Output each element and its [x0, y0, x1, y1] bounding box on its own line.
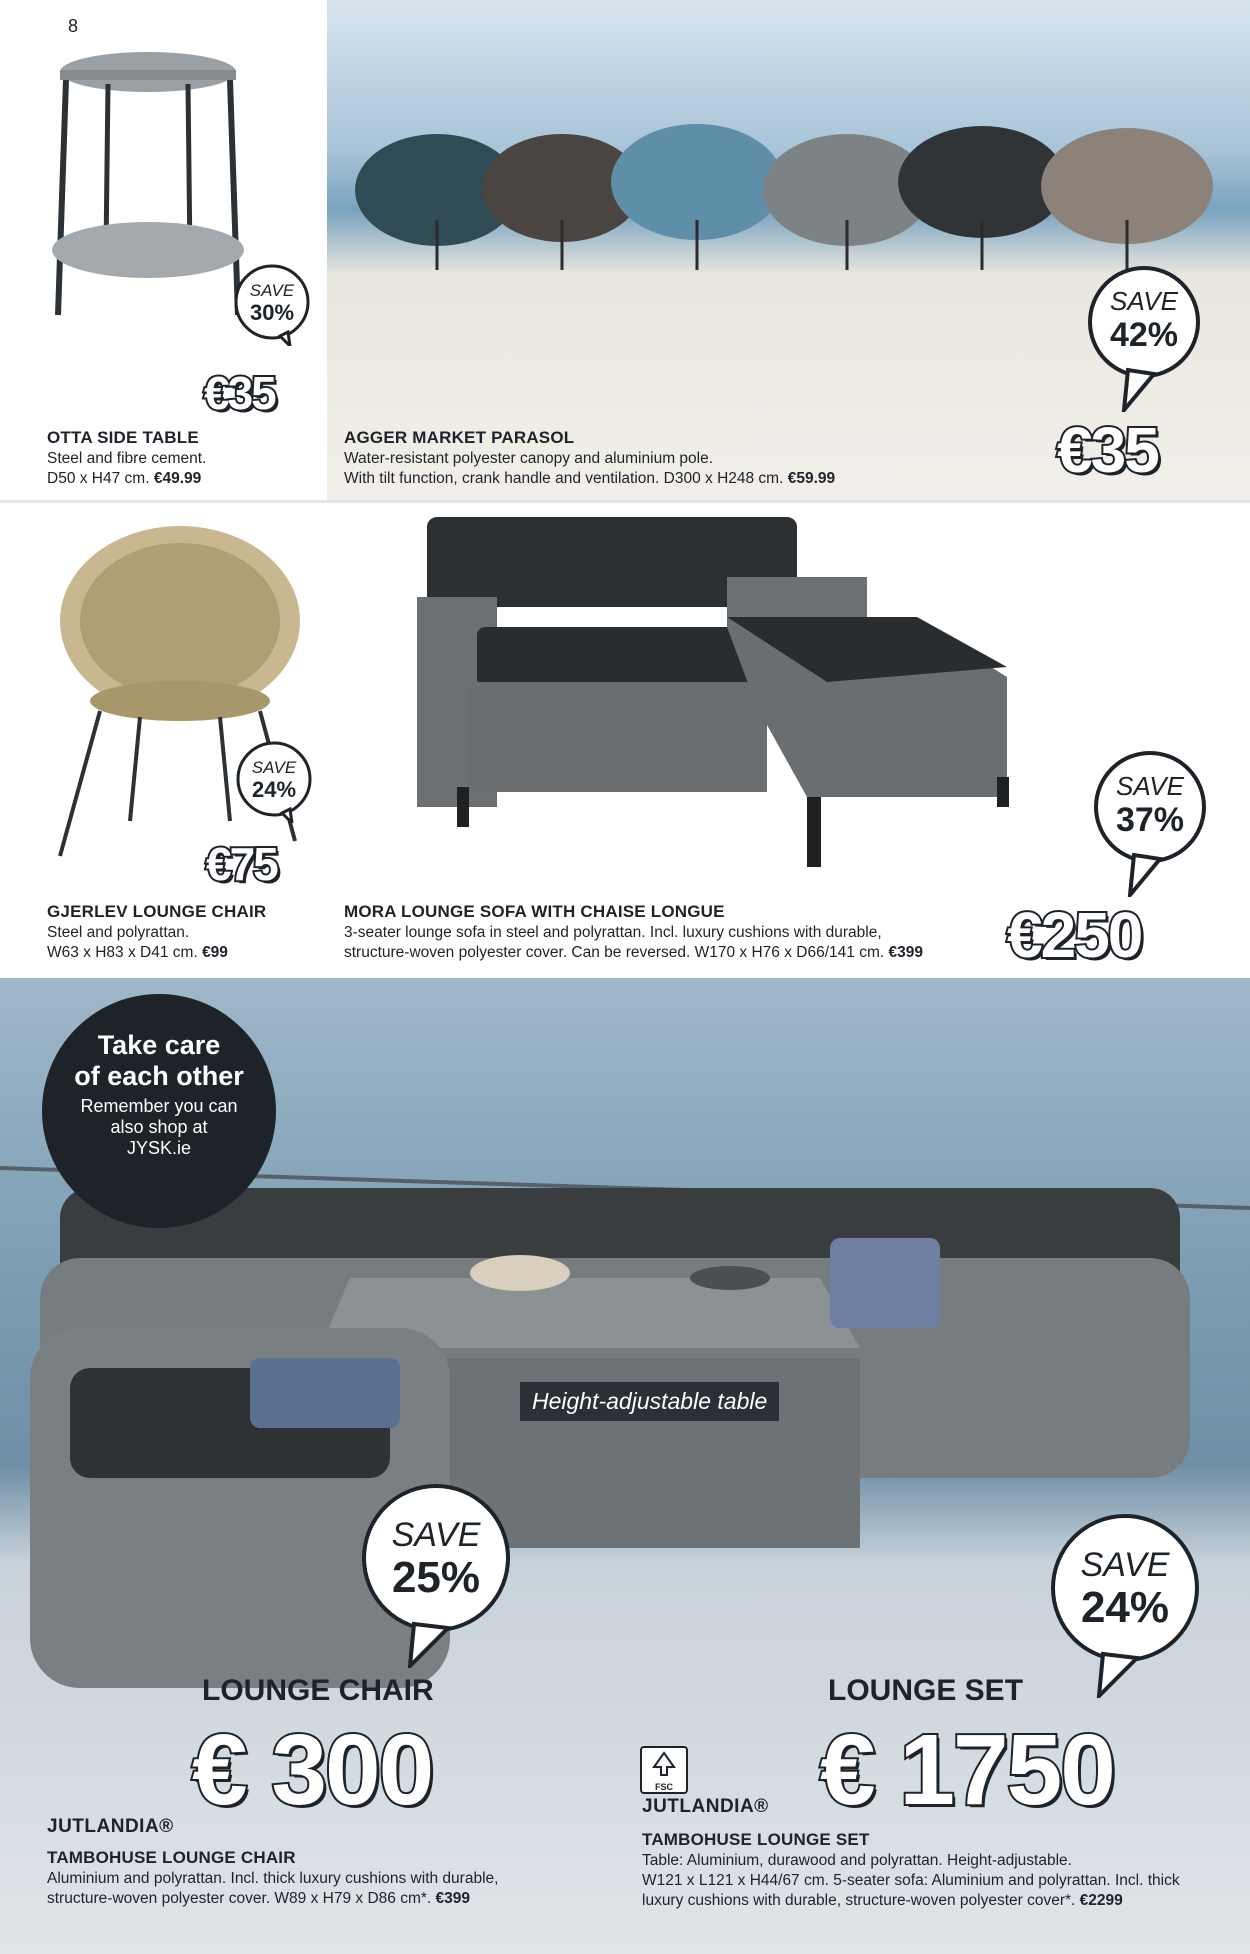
mora-description [344, 923, 923, 963]
otta-desc-line2: D50 x H47 cm. [47, 470, 150, 487]
otta-old-price: €49.99 [153, 470, 202, 487]
tambohuse-set-title: TAMBOHUSE LOUNGE SET [642, 1830, 870, 1849]
gjerlev-save-badge [232, 739, 316, 823]
gjerlev-desc-line2: W63 x H83 x D41 cm. [47, 944, 198, 961]
tambohuse-chair-save-label: SAVE [391, 1516, 481, 1554]
tambohuse-set-brand: JUTLANDIA® [642, 1796, 769, 1817]
mora-save-percent: 37% [1115, 801, 1185, 839]
take-care-callout [42, 994, 276, 1228]
fsc-label: FSC [655, 1782, 673, 1792]
mora-old-price: €399 [888, 944, 923, 961]
agger-desc-line1: Water-resistant polyester canopy and aluminium pole. [344, 450, 714, 467]
mora-panel [327, 503, 1250, 976]
agger-save-label: SAVE [1110, 286, 1178, 316]
gjerlev-old-price: €99 [202, 944, 228, 961]
tambohuse-set-desc-line3: luxury cushions with durable, structure-woven polyester cover*. [642, 1892, 1076, 1909]
otta-description [47, 449, 206, 489]
tambohuse-chair-save-badge [356, 1478, 516, 1668]
gjerlev-price: €75 [206, 838, 277, 890]
otta-save-badge [230, 262, 314, 346]
gjerlev-desc-line1: Steel and polyrattan. [47, 924, 190, 941]
tree-icon [650, 1751, 678, 1777]
mora-save-label: SAVE [1116, 771, 1184, 801]
agger-save-percent: 42% [1109, 316, 1179, 354]
lounge-chair-heading: LOUNGE CHAIR [202, 1674, 434, 1707]
callout-line5: JYSK.ie [126, 1138, 192, 1158]
tambohuse-set-desc-line1: Table: Aluminium, durawood and polyrattan. Height-adjustable. [642, 1852, 1072, 1869]
tambohuse-set-save-badge [1045, 1508, 1205, 1698]
mora-sofa-image [407, 517, 1027, 877]
page-number: 8 [68, 16, 79, 36]
height-adjustable-tag: Height-adjustable table [520, 1382, 779, 1421]
otta-price: €35 [204, 367, 275, 419]
parasols-image [327, 120, 1250, 280]
agger-old-price: €59.99 [787, 470, 836, 487]
tambohuse-chair-price: € 300 [192, 1714, 433, 1826]
otta-title: OTTA SIDE TABLE [47, 428, 199, 447]
tambohuse-set-old-price: €2299 [1079, 1892, 1123, 1909]
tambohuse-set-save-label: SAVE [1080, 1546, 1170, 1584]
gjerlev-description [47, 923, 228, 963]
tambohuse-chair-desc-line1: Aluminium and polyrattan. Incl. thick luxury cushions with durable, [47, 1870, 499, 1887]
tambohuse-chair-desc-line2: structure-woven polyester cover. W89 x H79 x D86 cm*. [47, 1890, 432, 1907]
callout-line1: Take care [97, 1030, 221, 1060]
tambohuse-chair-old-price: €399 [435, 1890, 470, 1907]
gjerlev-title: GJERLEV LOUNGE CHAIR [47, 902, 267, 921]
otta-save-percent: 30% [249, 300, 295, 325]
mora-desc-line1: 3-seater lounge sofa in steel and polyrattan. Incl. luxury cushions with durable, [344, 924, 882, 941]
tambohuse-set-price: € 1750 [820, 1714, 1114, 1826]
agger-desc-line2: With tilt function, crank handle and ventilation. D300 x H248 cm. [344, 470, 784, 487]
gjerlev-panel [0, 503, 327, 976]
tambohuse-chair-brand: JUTLANDIA® [47, 1816, 174, 1837]
mora-save-badge [1090, 747, 1210, 897]
mora-title: MORA LOUNGE SOFA WITH CHAISE LONGUE [344, 902, 725, 921]
agger-title: AGGER MARKET PARASOL [344, 428, 575, 447]
tambohuse-set-save-percent: 24% [1080, 1583, 1170, 1632]
tambohuse-chair-save-percent: 25% [391, 1553, 481, 1602]
mora-desc-line2: structure-woven polyester cover. Can be reversed. W170 x H76 x D66/141 cm. [344, 944, 885, 961]
otta-save-label: SAVE [249, 281, 295, 300]
callout-line2: of each other [74, 1061, 244, 1091]
gjerlev-save-percent: 24% [251, 777, 297, 802]
tambohuse-set-desc-line2: W121 x L121 x H44/67 cm. 5-seater sofa: Aluminium and polyrattan. Incl. thick [642, 1872, 1180, 1889]
mora-price: €250 [1007, 899, 1142, 971]
agger-panel [327, 0, 1250, 500]
tambohuse-set-description [642, 1851, 1180, 1911]
callout-line4: also shop at [110, 1117, 208, 1137]
agger-price: €35 [1057, 414, 1158, 486]
tambohuse-panel [0, 978, 1250, 1954]
otta-desc-line1: Steel and fibre cement. [47, 450, 207, 467]
tambohuse-chair-description [47, 1869, 498, 1909]
callout-line3: Remember you can [80, 1096, 238, 1116]
gjerlev-save-label: SAVE [251, 758, 297, 777]
fsc-logo [640, 1746, 688, 1794]
tambohuse-chair-title: TAMBOHUSE LOUNGE CHAIR [47, 1848, 296, 1867]
otta-side-table-image [48, 50, 258, 350]
lounge-set-heading: LOUNGE SET [828, 1674, 1024, 1707]
agger-description [344, 449, 835, 489]
otta-panel [0, 0, 327, 500]
agger-save-badge [1084, 262, 1204, 412]
